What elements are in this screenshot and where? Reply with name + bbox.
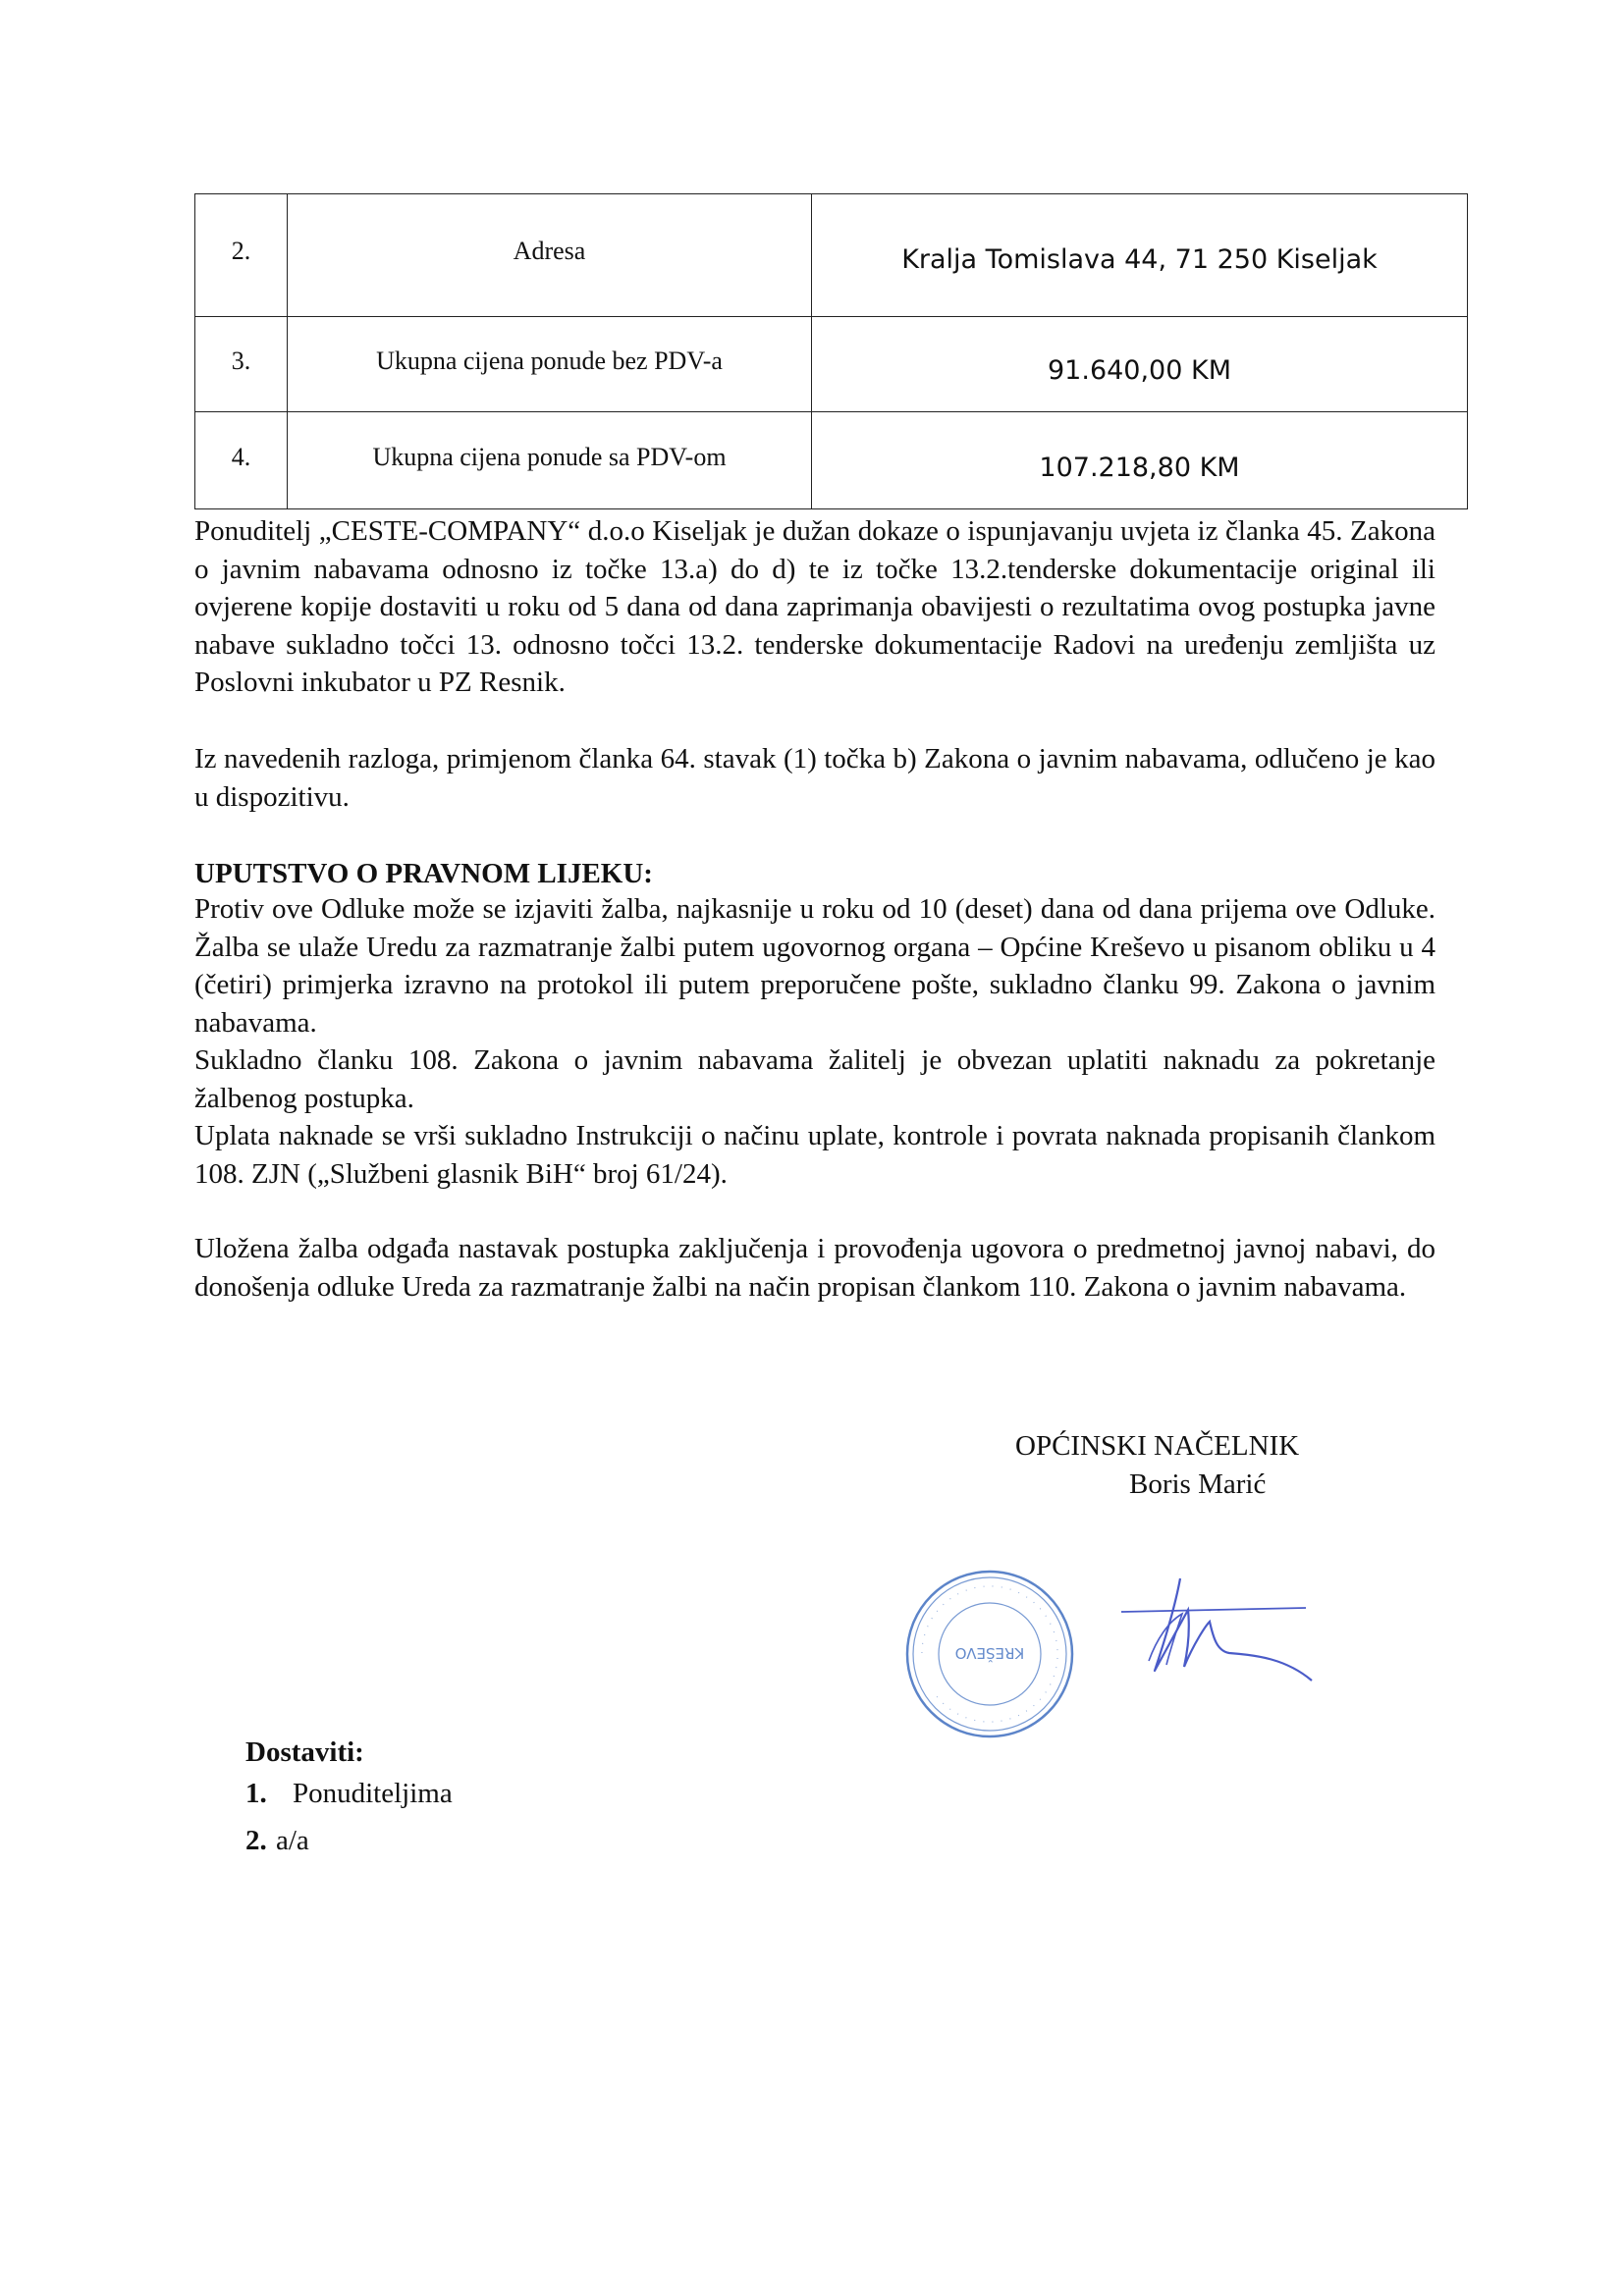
list-item-text: a/a (276, 1825, 309, 1856)
row-number: 2. (195, 194, 288, 317)
list-item (245, 1775, 453, 1822)
row-label: Adresa (288, 194, 812, 317)
list-item-text: Ponuditeljima (293, 1778, 453, 1809)
svg-text:· · · · · · · · · · · · · · ·: · · · · · · · · · · · · · · · · · · · · · · · · · · · · · · · · · · · · · · · · · · · (917, 1581, 1062, 1727)
row-value: 91.640,00 KM (812, 317, 1468, 412)
legal-remedy-text (194, 890, 1435, 1193)
legal-remedy-line: Sukladno članku 108. Zakona o javnim nabavama žalitelj je obvezan uplatiti naknadu za pokretanje žalbenog postupka. (194, 1044, 1435, 1114)
row-number: 4. (195, 412, 288, 509)
signatory-name: Boris Marić (1129, 1468, 1267, 1500)
legal-remedy-line: Protiv ove Odluke može se izjaviti žalba, najkasnije u roku od 10 (deset) dana od dana prijema ove Odluke. Žalba se ulaže Uredu za razmatranje žalbi putem ugovornog organa – Općine Kreševo u pisanom obliku u 4 (četiri) primjerka izravno na protokol ili putem preporučene pošte, sukladno članku 99. Zakona o javnim nabavama. (194, 893, 1435, 1039)
stamp-text: KREŠEVO (954, 1644, 1025, 1662)
list-item (245, 1822, 453, 1869)
delivery-heading: Dostaviti: (245, 1736, 364, 1768)
paragraph-appeal-effect: Uložena žalba odgađa nastavak postupka zaključenja i provođenja ugovora o predmetnoj javnoj nabavi, do donošenja odluke Ureda za razmatranje žalbi na način propisan člankom 110. Zakona o javnim nabavama. (194, 1233, 1435, 1303)
paragraph-bidder-obligation: Ponuditelj „CESTE-COMPANY“ d.o.o Kiseljak je dužan dokaze o ispunjavanju uvjeta iz članka 45. Zakona o javnim nabavama odnosno iz točke 13.a) do d) te iz točke 13.2.tenderske dokumentacije original ili ovjerene kopije dostaviti u roku od 5 dana od dana zaprimanja obavijesti o rezultatima ovog postupka javne nabave sukladno točci 13. odnosno točci 13.2. tenderske dokumentacije Radovi na uređenju zemljišta uz Poslovni inkubator u PZ Resnik. (194, 515, 1435, 698)
paragraph-reasoning: Iz navedenih razloga, primjenom članka 64. stavak (1) točka b) Zakona o javnim nabavama, odlučeno je kao u dispozitivu. (194, 743, 1435, 813)
legal-remedy-line: Uplata naknade se vrši sukladno Instrukciji o načinu uplate, kontrole i povrata naknada propisanih člankom 108. ZJN („Službeni glasnik BiH“ broj 61/24). (194, 1120, 1435, 1190)
offer-table (194, 193, 1468, 509)
table-row (195, 412, 1468, 509)
table-row (195, 317, 1468, 412)
row-number: 3. (195, 317, 288, 412)
list-item-number: 1. (245, 1778, 267, 1809)
signatory-title: OPĆINSKI NAČELNIK (1015, 1430, 1300, 1462)
handwritten-signature (1119, 1571, 1316, 1698)
official-stamp (903, 1568, 1076, 1740)
row-value: Kralja Tomislava 44, 71 250 Kiseljak (812, 194, 1468, 317)
row-value: 107.218,80 KM (812, 412, 1468, 509)
delivery-list (245, 1775, 453, 1869)
row-label: Ukupna cijena ponude bez PDV-a (288, 317, 812, 412)
table-row (195, 194, 1468, 317)
legal-remedy-heading: UPUTSTVO O PRAVNOM LIJEKU: (194, 858, 653, 889)
list-item-number: 2. (245, 1825, 267, 1856)
row-label: Ukupna cijena ponude sa PDV-om (288, 412, 812, 509)
